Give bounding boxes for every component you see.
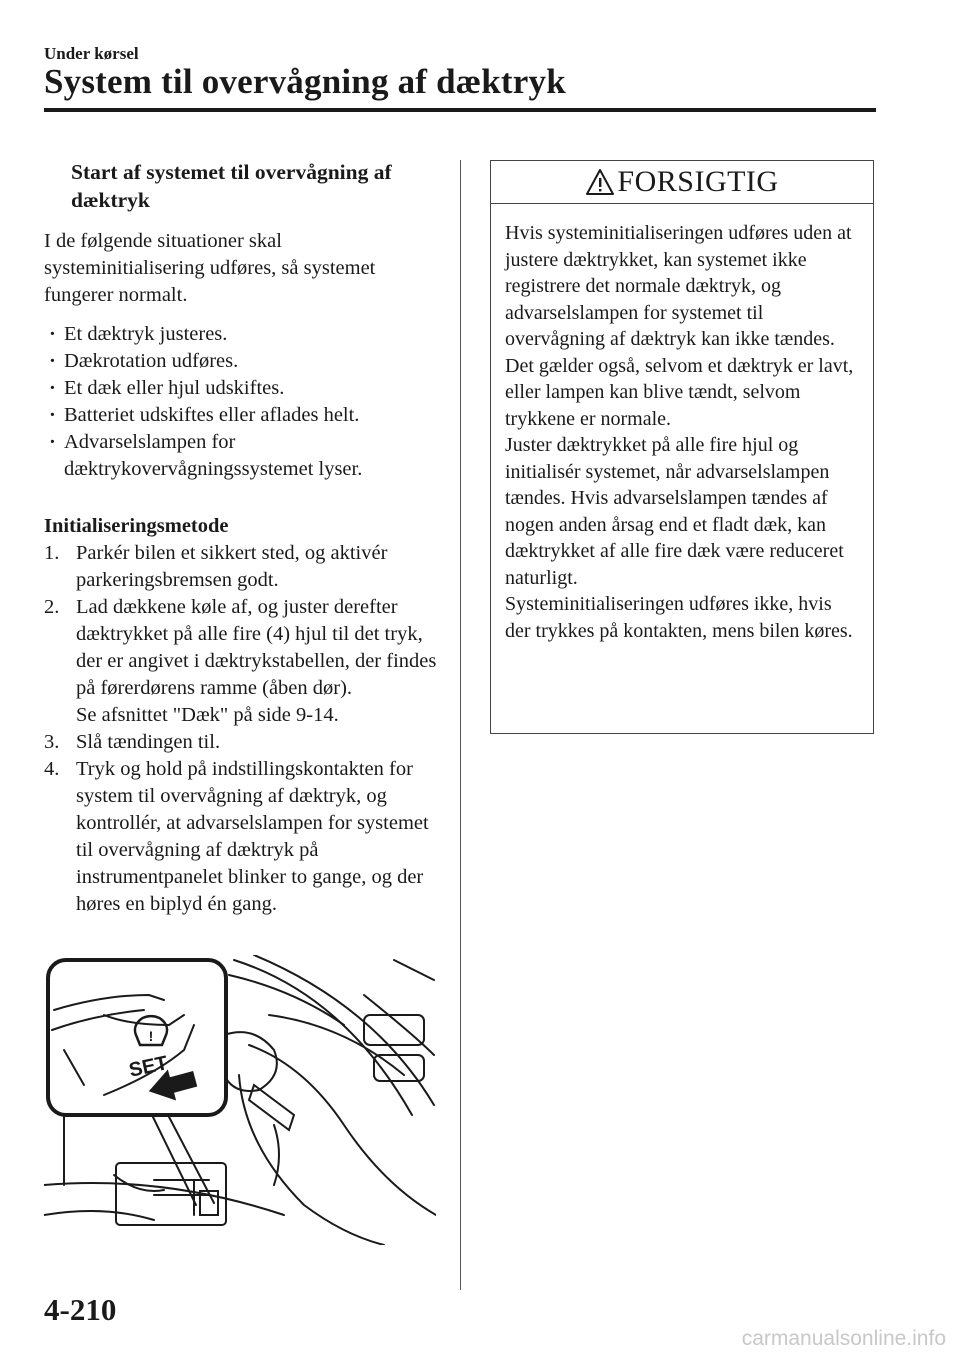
page-number: 4-210 (44, 1292, 117, 1327)
caution-header (491, 161, 873, 204)
header-divider (44, 108, 876, 112)
left-column (44, 158, 444, 918)
step-text: Parkér bilen et sikkert sted, og aktivér parkeringsbremsen godt. (76, 542, 388, 591)
step-number: 1. (44, 542, 60, 564)
step-item (44, 594, 444, 729)
caution-body (491, 204, 873, 644)
step-reference: Se afsnittet "Dæk" på side 9-14. (76, 704, 339, 726)
caution-box (490, 160, 874, 734)
list-item: · Et dæktryk justeres. (44, 321, 444, 348)
column-divider (460, 160, 461, 1290)
step-list (44, 540, 444, 918)
dashboard-illustration (44, 955, 436, 1245)
caution-title: FORSIGTIG (617, 165, 779, 198)
list-item: · Dækrotation udføres. (44, 348, 444, 375)
caution-paragraph: Systeminitialiseringen udføres ikke, hvis der trykkes på kontakten, mens bilen køres. (505, 593, 853, 642)
step-text: Tryk og hold på indstillingskontakten for system til overvågning af dæktryk, og kontrollér, at advarselslampen for systemet til overvågning af dæktryk på instrumentpanelet blinker to gange, og der høres en biplyd én gang. (76, 758, 429, 915)
step-item (44, 756, 444, 918)
situation-list (44, 321, 444, 483)
section-label: Under kørsel (44, 44, 139, 63)
list-item: · Et dæk eller hjul udskiftes. (44, 375, 444, 402)
set-switch-drawing (44, 955, 436, 1245)
step-number: 2. (44, 596, 60, 618)
step-number: 3. (44, 731, 60, 753)
subheading: Start af systemet til overvågning af dæktryk (71, 160, 392, 212)
method-heading: Initialiseringsmetode (44, 515, 229, 537)
set-button-label: SET (127, 1052, 170, 1082)
warning-triangle-icon (585, 168, 615, 196)
watermark: carmanualsonline.info (741, 1327, 946, 1350)
caution-paragraph: Juster dæktrykket på alle fire hjul og initialisér systemet, når advarselslampen tændes. Hvis advarselslampen tændes af nogen anden årsag end et fladt dæk, kan dæktrykket af alle fire dæk være reduceret naturligt. (505, 434, 844, 589)
step-item (44, 729, 444, 756)
intro-paragraph: I de følgende situationer skal systeminitialisering udføres, så systemet fungerer normalt. (44, 230, 376, 306)
page-title: System til overvågning af dæktryk (44, 62, 566, 101)
list-item: · Advarselslampen for dæktrykovervågningssystemet lyser. (44, 429, 444, 483)
caution-paragraph: Hvis systeminitialiseringen udføres uden at justere dæktrykket, kan systemet ikke registrere det normale dæktryk, og advarselslampen for systemet til overvågning af dæktryk kan ikke tændes. Det gælder også, selvom et dæktryk er lavt, eller lampen kan blive tændt, selvom trykkene er normale. (505, 222, 854, 430)
step-text: Slå tændingen til. (76, 731, 221, 753)
step-item (44, 540, 444, 594)
step-number: 4. (44, 758, 60, 780)
step-text: Lad dækkene køle af, og juster derefter dæktrykket på alle fire (4) hjul til det tryk, der er angivet i dæktrykstabellen, der findes på førerdørens ramme (åben dør). (76, 596, 437, 699)
list-item: · Batteriet udskiftes eller aflades helt. (44, 402, 444, 429)
svg-text:!: ! (148, 1028, 154, 1044)
